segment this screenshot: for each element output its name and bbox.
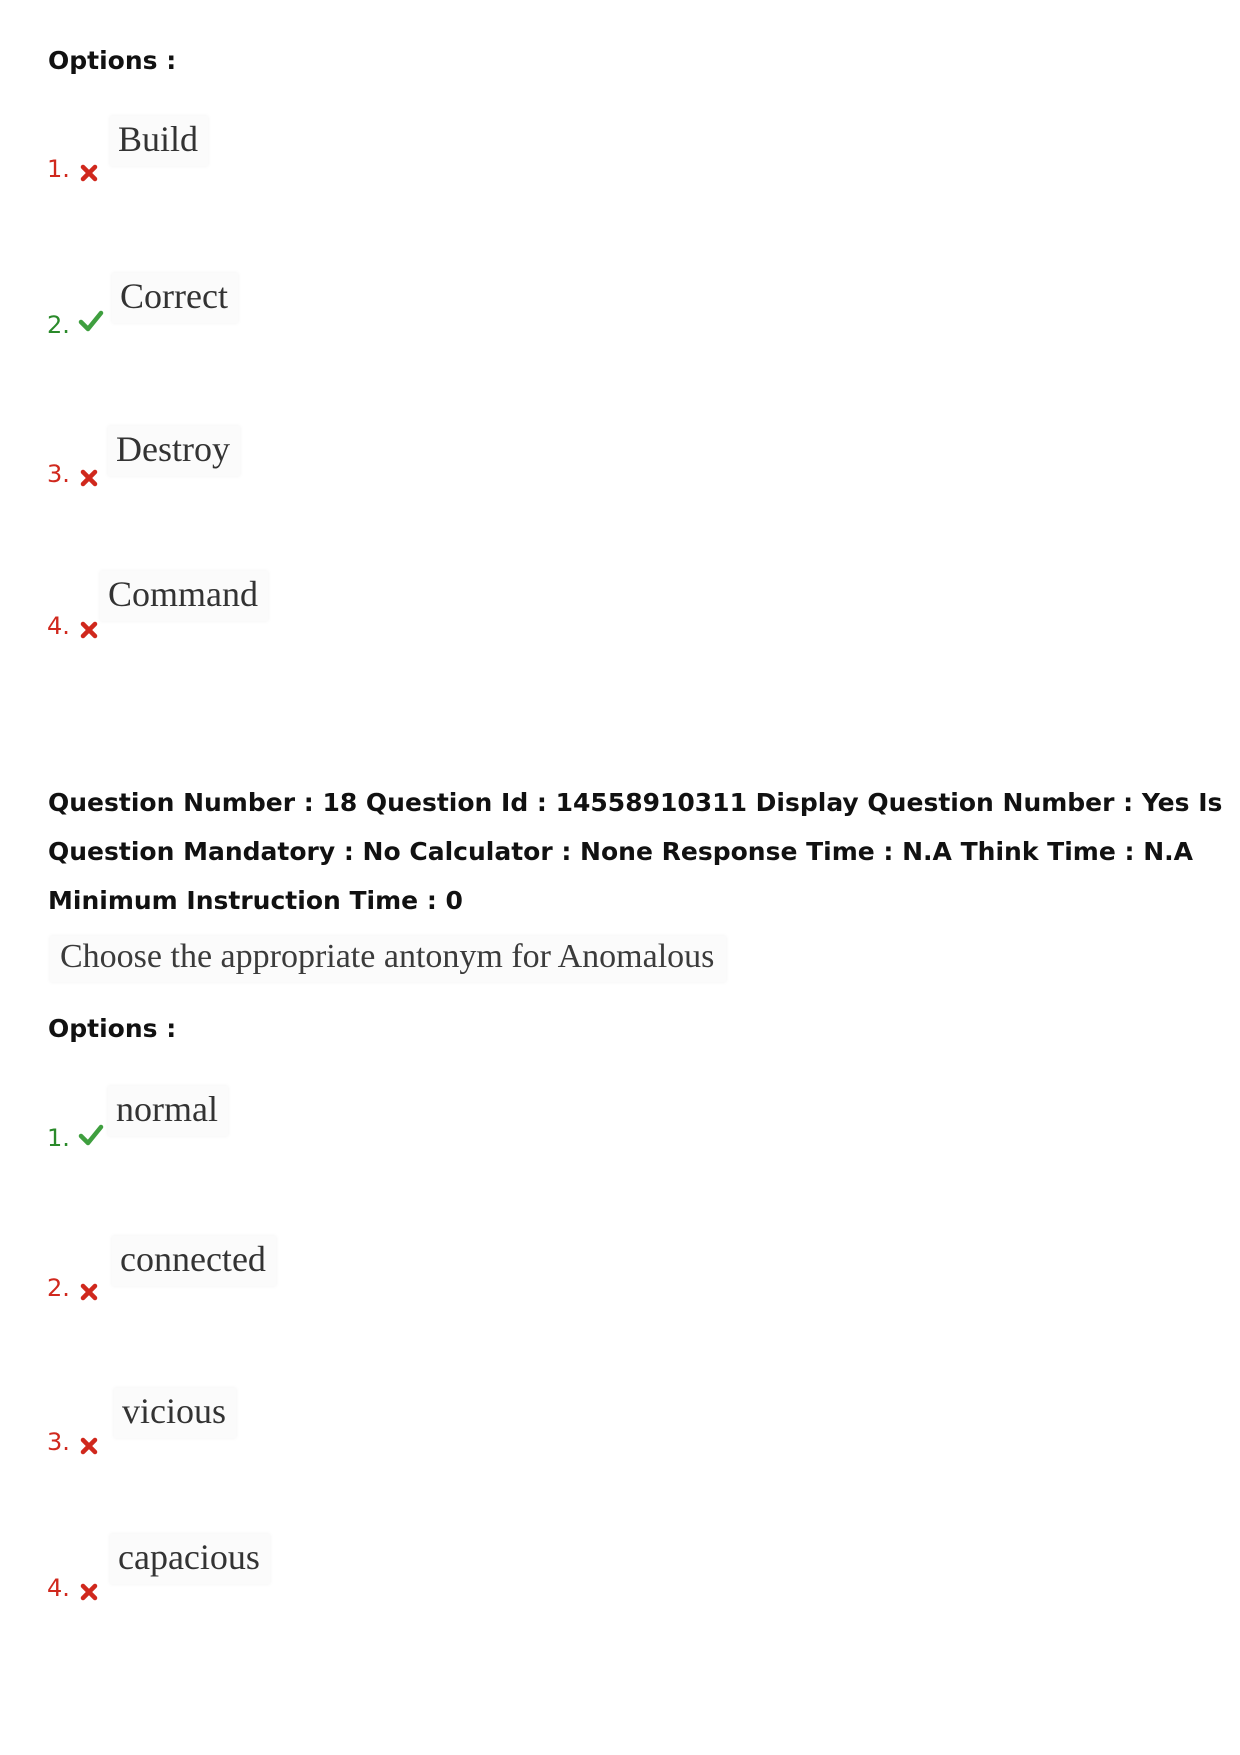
option-text-image: Build <box>110 116 208 166</box>
cross-mark-icon <box>78 1281 100 1303</box>
cross-mark-icon <box>78 619 100 641</box>
option-number: 4. <box>47 612 70 640</box>
option-item <box>0 1390 600 1470</box>
option-text-image: connected <box>112 1236 276 1286</box>
option-item <box>0 1238 600 1318</box>
option-number: 2. <box>47 311 70 339</box>
option-item <box>0 430 600 510</box>
option-text-image: Correct <box>112 273 238 323</box>
question-metadata: Question Number : 18 Question Id : 14558910311 Display Question Number : Yes Is Question Mandatory : No Calculator : None Response Time : N.A Think Time : N.A Minimum Instruction Time : 0 <box>48 788 1223 915</box>
options-heading: Options : <box>48 46 177 75</box>
cross-mark-icon <box>78 1581 100 1603</box>
option-item <box>0 120 600 200</box>
option-item <box>0 575 600 655</box>
option-text-image: capacious <box>110 1534 270 1584</box>
check-mark-icon <box>78 309 104 333</box>
question-stem-image: Choose the appropriate antonym for Anomalous <box>50 936 726 982</box>
option-number: 3. <box>47 460 70 488</box>
check-mark-icon <box>78 1123 104 1147</box>
option-text-image: normal <box>108 1086 228 1136</box>
option-text-image: Command <box>100 571 268 621</box>
option-number: 4. <box>47 1574 70 1602</box>
cross-mark-icon <box>78 162 100 184</box>
option-number: 2. <box>47 1274 70 1302</box>
option-item <box>0 1536 600 1616</box>
cross-mark-icon <box>78 1435 100 1457</box>
option-number: 1. <box>47 1124 70 1152</box>
option-item <box>0 275 600 355</box>
options-heading: Options : <box>48 1014 177 1043</box>
option-number: 1. <box>47 155 70 183</box>
option-item <box>0 1086 600 1166</box>
option-number: 3. <box>47 1428 70 1456</box>
option-text-image: Destroy <box>108 426 240 476</box>
option-text-image: vicious <box>114 1388 236 1438</box>
cross-mark-icon <box>78 467 100 489</box>
